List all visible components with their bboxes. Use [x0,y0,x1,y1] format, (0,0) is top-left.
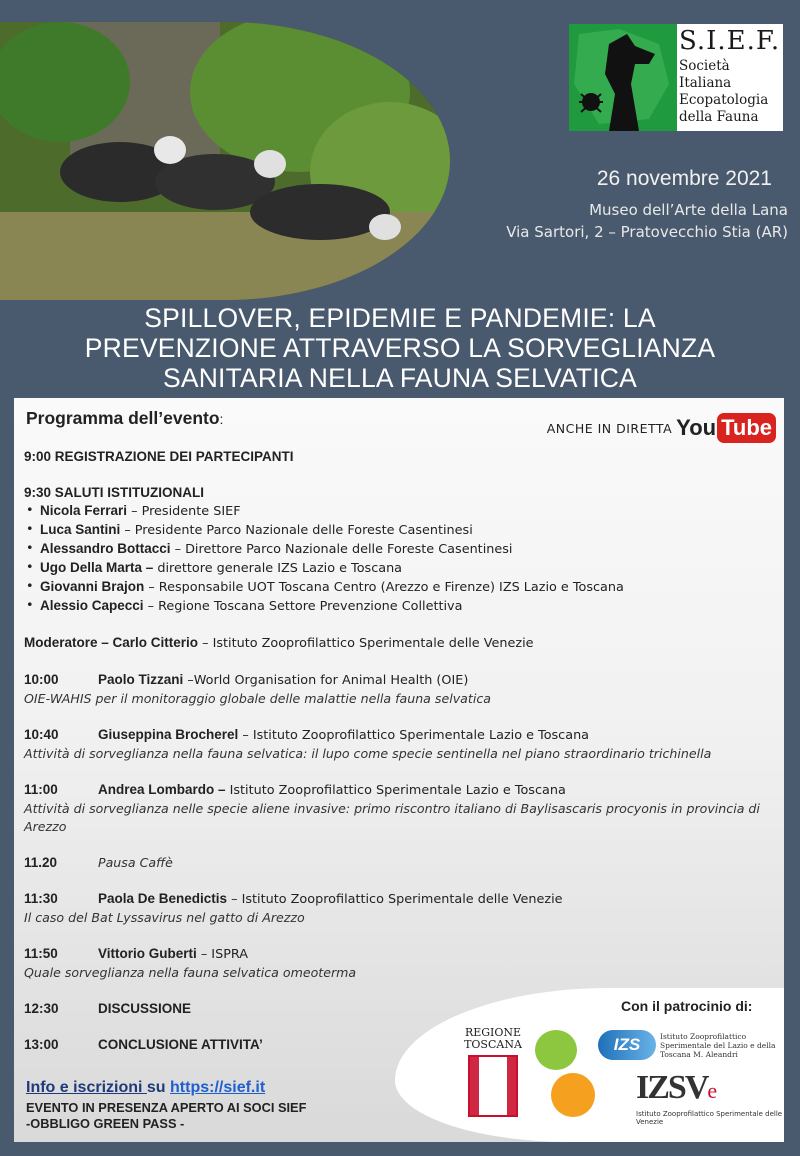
discussion: 12:30 DISCUSSIONE [24,1001,192,1016]
izsve-mark: IZSVe [636,1069,716,1106]
sief-link[interactable]: https://sief.it [170,1079,266,1096]
event-date: 26 novembre 2021 [596,167,772,190]
logo-subtitle-3: della Fauna [679,109,759,125]
regione-text: REGIONE TOSCANA [464,1026,522,1051]
title-line-1: SPILLOVER, EPIDEMIE E PANDEMIE: LA [144,303,656,333]
regione-toscana-logo [462,1027,524,1117]
venue-address: Via Sartori, 2 – Pratovecchio Stia (AR) [506,223,788,241]
logo-subtitle-2: Ecopatologia [679,92,769,108]
green-logo-icon [535,1030,577,1070]
youtube-logo-tube: Tube [717,413,776,443]
header-photo-raccoons [0,22,450,300]
list-item: • Ugo Della Marta – direttore generale IZS Lazio e Toscana [24,559,774,578]
talk-3: 11:00 Andrea Lombardo – Istituto Zooprofilattico Sperimentale Lazio e Toscana Attività di sorveglianza nelle specie aliene invasive: primo riscontro italiano di Baylisascaris procyonis in provincia di Arezzo [24,782,760,834]
moderator: Moderatore – Carlo Citterio – Istituto Zooprofilattico Sperimentale delle Venezie [24,635,534,651]
greeters-list [24,502,774,616]
orange-logo-icon [551,1073,595,1117]
izs-lazio-toscana-logo [598,1030,780,1060]
event-title [0,303,800,393]
program-content [24,448,774,1054]
live-text: ANCHE IN DIRETTA [546,420,673,436]
sponsors-heading: Con il patrocinio di: [621,998,753,1014]
list-item: • Alessio Capecci – Regione Toscana Settore Prevenzione Collettiva [24,597,774,616]
logo-text [677,24,783,131]
program-heading: Programma dell’evento: [26,408,224,428]
talk-6: 11:50 Vittorio Guberti – ISPRA Quale sorveglianza nella fauna selvatica omeoterma [24,946,357,980]
youtube-logo-you: You [676,415,717,440]
izs-text: Istituto Zooprofilattico Sperimentale del Lazio e della Toscana M. Aleandri [660,1031,776,1059]
izsve-text: Istituto Zooprofilattico Sperimentale delle Venezie [636,1110,783,1126]
list-item: • Nicola Ferrari – Presidente SIEF [24,502,774,521]
title-line-2: PREVENZIONE ATTRAVERSO LA SORVEGLIANZA [84,333,716,363]
title-line-3: SANITARIA NELLA FAUNA SELVATICA [162,363,638,393]
footer-notes [26,1100,306,1132]
note-1: EVENTO IN PRESENZA APERTO AI SOCI SIEF [26,1100,307,1115]
info-line: Info e iscrizioni su https://sief.it [26,1079,266,1096]
talk-1: 10:00 Paolo Tizzani –World Organisation for Animal Health (OIE) OIE-WAHIS per il monitoraggio globale delle malattie nella fauna selvatica [24,672,491,706]
greetings-heading: 9:30 SALUTI ISTITUZIONALI [24,485,205,500]
registration: 9:00 REGISTRAZIONE DEI PARTECIPANTI [24,449,294,464]
coffee-break: 11.20 Pausa Caffè [24,855,173,870]
list-item: • Luca Santini – Presidente Parco Nazionale delle Foreste Casentinesi [24,521,774,540]
note-2: -OBBLIGO GREEN PASS - [26,1116,185,1131]
talk-5: 11:30 Paola De Benedictis – Istituto Zooprofilattico Sperimentale delle Venezie Il caso del Bat Lyssavirus nel gatto di Arezzo [24,891,563,925]
venue-name: Museo dell’Arte della Lana [589,201,788,219]
info-label: Info e iscrizioni [26,1079,147,1096]
logo-title: S.I.E.F. [679,26,781,56]
talk-2: 10:40 Giuseppina Brocherel – Istituto Zooprofilattico Sperimentale Lazio e Toscana Attività di sorveglianza nella fauna selvatica: il lupo come specie sentinella nel piano straordinario trichinella [24,727,712,761]
list-item: • Giovanni Brajon – Responsabile UOT Toscana Centro (Arezzo e Firenze) IZS Lazio e Toscana [24,578,774,597]
list-item: • Alessandro Bottacci – Direttore Parco Nazionale delle Foreste Casentinesi [24,540,774,559]
logo-subtitle-1: Società Italiana [679,58,732,91]
closing: 13:00 CONCLUSIONE ATTIVITA’ [24,1037,263,1052]
izs-venezie-logo [636,1069,800,1126]
event-venue [506,199,788,243]
youtube-live[interactable] [547,413,776,443]
pegasus-icon [468,1055,518,1117]
izs-badge: IZS [598,1030,656,1060]
sief-logo [569,24,783,131]
wolf-icon [569,24,677,131]
